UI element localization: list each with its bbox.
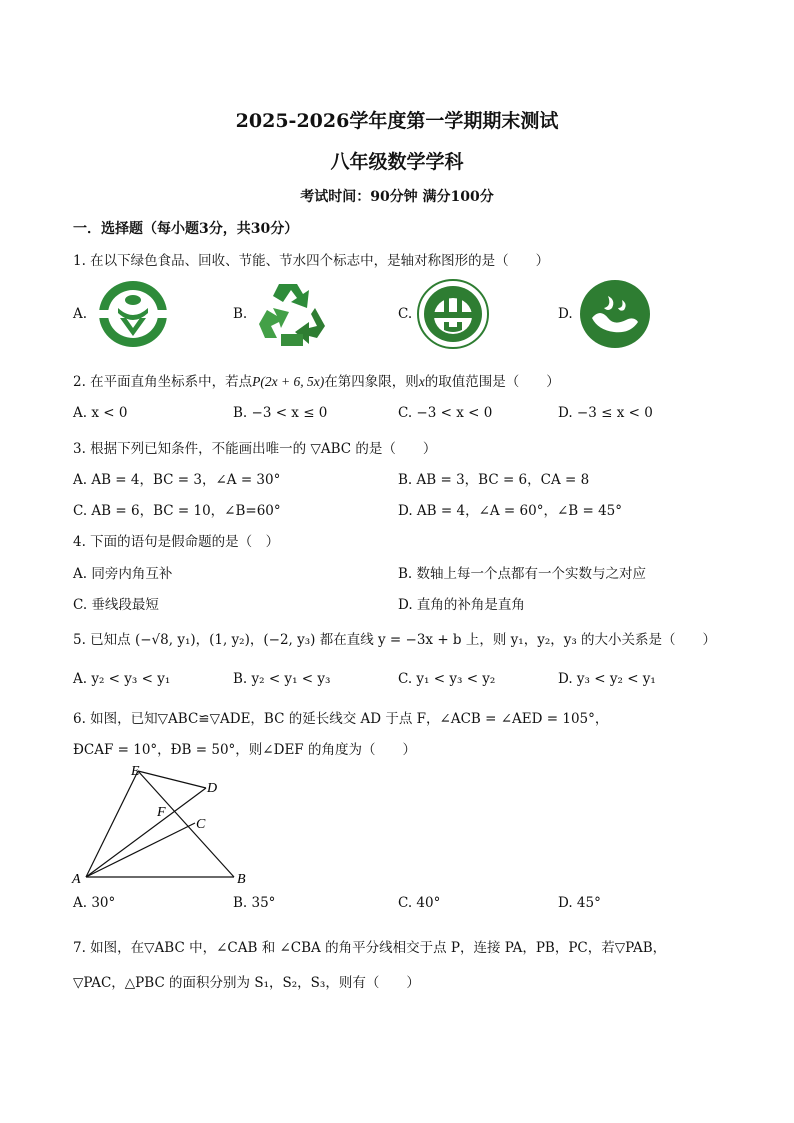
q4-option-a: A. 同旁内角互补 xyxy=(73,566,173,582)
exam-info: 考试时间：90分钟 满分100分 xyxy=(300,189,494,205)
q4-option-d: D. 直角的补角是直角 xyxy=(398,597,525,613)
q4-option-b: B. 数轴上每一个点都有一个实数与之对应 xyxy=(398,566,647,582)
question-1-stem: 1. 在以下绿色食品、回收、节能、节水四个标志中，是轴对称图形的是（ ） xyxy=(73,253,550,269)
q2-point-expression: P(2x + 6, 5x) xyxy=(252,374,325,389)
exam-title: 2025-2026学年度第一学期期末测试 xyxy=(235,110,559,132)
point-label-f: F xyxy=(157,805,166,820)
segment-ed xyxy=(138,771,206,788)
q6-option-a: A. 30° xyxy=(73,895,116,911)
q2-stem-b: 在第四象限，则 xyxy=(324,374,419,390)
question-6-line-2: ÐCAF = 10°，ÐB = 50°，则∠DEF 的角度为（ ） xyxy=(73,742,416,758)
question-3-stem: 3. 根据下列已知条件，不能画出唯一的 ▽ABC 的是（ ） xyxy=(73,441,437,457)
q4-option-c: C. 垂线段最短 xyxy=(73,597,159,613)
energy-saving-logo-icon xyxy=(416,278,490,350)
segment-ad xyxy=(86,788,206,877)
point-label-d: D xyxy=(207,781,218,796)
green-food-logo-icon xyxy=(96,278,170,350)
point-label-b: B xyxy=(237,872,246,887)
section-heading: 一．选择题（每小题3分，共30分） xyxy=(73,221,299,237)
q6-option-d: D. 45° xyxy=(558,895,601,911)
question-7-line-1: 7. 如图，在▽ABC 中，∠CAB 和 ∠CBA 的角平分线相交于点 P，连接 PA，PB，PC，若▽PAB， xyxy=(73,940,667,956)
recycle-logo-icon xyxy=(255,278,329,350)
q3-option-a: A. AB = 4，BC = 3，∠A = 30° xyxy=(73,472,281,488)
q1-option-b-label: B. xyxy=(233,306,248,322)
question-2-stem xyxy=(73,370,560,390)
q5-option-c: C. y₁ < y₃ < y₂ xyxy=(398,671,496,687)
point-label-c: C xyxy=(196,817,206,832)
question-5-stem: 5. 已知点 (−√8, y₁)，(1, y₂)，(−2, y₃) 都在直线 y = −3x + b 上，则 y₁，y₂，y₃ 的大小关系是（ ） xyxy=(73,632,717,648)
q2-stem-a: 2. 在平面直角坐标系中，若点 xyxy=(73,374,253,390)
q6-option-b: B. 35° xyxy=(233,895,276,911)
water-saving-logo-icon xyxy=(578,278,652,350)
point-label-a: A xyxy=(72,872,81,887)
q2-option-d: D. −3 ≤ x < 0 xyxy=(558,405,653,421)
q5-option-d: D. y₃ < y₂ < y₁ xyxy=(558,671,656,687)
q1-option-a-label: A. xyxy=(73,306,88,322)
q3-option-d: D. AB = 4，∠A = 60°，∠B = 45° xyxy=(398,503,623,519)
q1-option-c-label: C. xyxy=(398,306,413,322)
question-7-line-2: ▽PAC，△PBC 的面积分别为 S₁，S₂，S₃，则有（ ） xyxy=(73,975,420,991)
q2-variable: x xyxy=(418,374,425,389)
question-4-stem: 4. 下面的语句是假命题的是（ ） xyxy=(73,534,280,550)
q6-option-c: C. 40° xyxy=(398,895,441,911)
segment-ae xyxy=(86,771,138,877)
q3-option-c: C. AB = 6，BC = 10，∠B=60° xyxy=(73,503,281,519)
q1-option-d-label: D. xyxy=(558,306,573,322)
q6-triangle-figure xyxy=(68,760,258,890)
question-6-line-1: 6. 如图，已知▽ABC≌▽ADE，BC 的延长线交 AD 于点 F，∠ACB = ∠AED = 105°， xyxy=(73,711,609,727)
q2-option-a: A. x < 0 xyxy=(73,405,128,421)
q3-option-b: B. AB = 3，BC = 6，CA = 8 xyxy=(398,472,590,488)
q2-option-b: B. −3 < x ≤ 0 xyxy=(233,405,328,421)
q5-option-b: B. y₂ < y₁ < y₃ xyxy=(233,671,331,687)
segment-eb xyxy=(138,771,234,877)
q2-option-c: C. −3 < x < 0 xyxy=(398,405,493,421)
exam-subtitle: 八年级数学学科 xyxy=(330,151,464,173)
q5-option-a: A. y₂ < y₃ < y₁ xyxy=(73,671,171,687)
q2-stem-c: 的取值范围是（ ） xyxy=(424,374,560,390)
segment-ac xyxy=(86,823,195,877)
point-label-e: E xyxy=(131,764,140,779)
